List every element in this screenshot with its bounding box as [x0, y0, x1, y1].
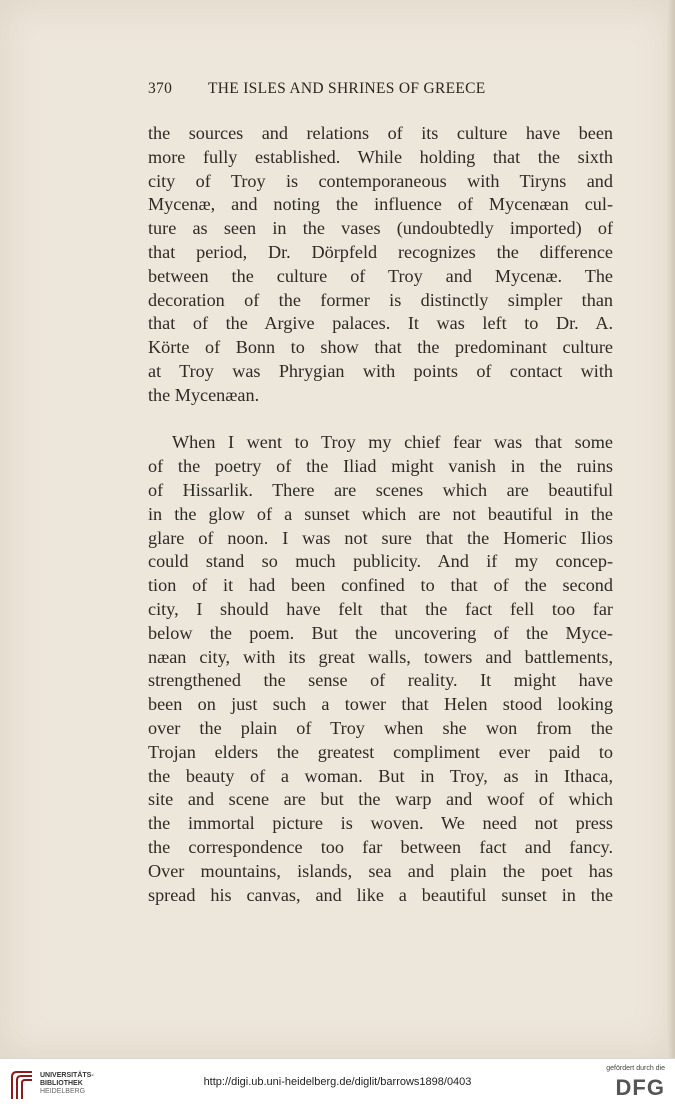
viewer-footer — [0, 1058, 675, 1109]
text-line: between the culture of Troy and Mycenæ. The — [148, 265, 613, 286]
library-name-line: UNIVERSITÄTS- — [40, 1072, 94, 1079]
text-line: Körte of Bonn to show that the predominant culture — [148, 337, 613, 358]
dfg-logo: DFG — [615, 1075, 665, 1100]
text-line: spread his canvas, and like a beautiful sunset in the — [148, 884, 613, 905]
text-line: ture as seen in the vases (undoubtedly imported) of — [148, 218, 613, 239]
text-line: the immortal picture is woven. We need not press — [148, 813, 613, 834]
text-line: tion of it had been confined to that of the second — [148, 575, 613, 596]
library-name-line: BIBLIOTHEK — [40, 1080, 83, 1087]
text-line: glare of noon. I was not sure that the Homeric Ilios — [148, 527, 613, 548]
body-text — [148, 122, 613, 907]
paragraph-1 — [148, 122, 613, 408]
text-line: of the poetry of the Iliad might vanish in the ruins — [148, 456, 613, 477]
text-line: site and scene are but the warp and woof of which — [148, 789, 613, 810]
text-line: that of the Argive palaces. It was left to Dr. A. — [148, 313, 613, 334]
running-title: THE ISLES AND SHRINES OF GREECE — [208, 80, 486, 97]
text-line: that period, Dr. Dörpfeld recognizes the difference — [148, 241, 613, 262]
text-line: at Troy was Phrygian with points of contact with — [148, 360, 613, 381]
text-line: næan city, with its great walls, towers and battlements, — [148, 646, 613, 667]
text-line: city, I should have felt that the fact fell too far — [148, 598, 613, 619]
page-number: 370 — [148, 80, 173, 97]
permalink-url[interactable]: http://digi.ub.uni-heidelberg.de/diglit/barrows1898/0403 — [203, 1076, 472, 1088]
text-line: over the plain of Troy when she won from the — [148, 717, 613, 738]
text-line: in the glow of a sunset which are not beautiful in the — [148, 503, 613, 524]
text-line: more fully established. While holding that the sixth — [148, 146, 613, 167]
text-line: the beauty of a woman. But in Troy, as in Ithaca, — [148, 765, 613, 786]
text-line: When I went to Troy my chief fear was that some — [172, 432, 613, 453]
text-line: the correspondence too far between fact and fancy. — [148, 836, 613, 857]
text-line: Trojan elders the greatest compliment ever paid to — [148, 741, 613, 762]
page-edge — [667, 0, 675, 1058]
paragraph-gap — [148, 408, 613, 432]
funder-note: gefördert durch die — [606, 1065, 665, 1072]
running-header — [148, 80, 618, 98]
text-line: of Hissarlik. There are scenes which are beautiful — [148, 479, 613, 500]
text-line: been on just such a tower that Helen stood looking — [148, 694, 613, 715]
text-line: strengthened the sense of reality. It might have — [148, 670, 613, 691]
text-line: decoration of the former is distinctly simpler than — [148, 289, 613, 310]
text-line: could stand so much publicity. And if my concep- — [148, 551, 613, 572]
paragraph-2 — [148, 431, 613, 907]
text-line: below the poem. But the uncovering of the Myce- — [148, 622, 613, 643]
text-line: Mycenæ, and noting the influence of Mycenæan cul- — [148, 194, 613, 215]
text-line: city of Troy is contemporaneous with Tiryns and — [148, 170, 613, 191]
text-line: the sources and relations of its culture have been — [148, 123, 613, 143]
text-line: the Mycenæan. — [148, 384, 260, 405]
library-name-line: HEIDELBERG — [40, 1088, 86, 1095]
text-line: Over mountains, islands, sea and plain the poet has — [148, 860, 613, 881]
